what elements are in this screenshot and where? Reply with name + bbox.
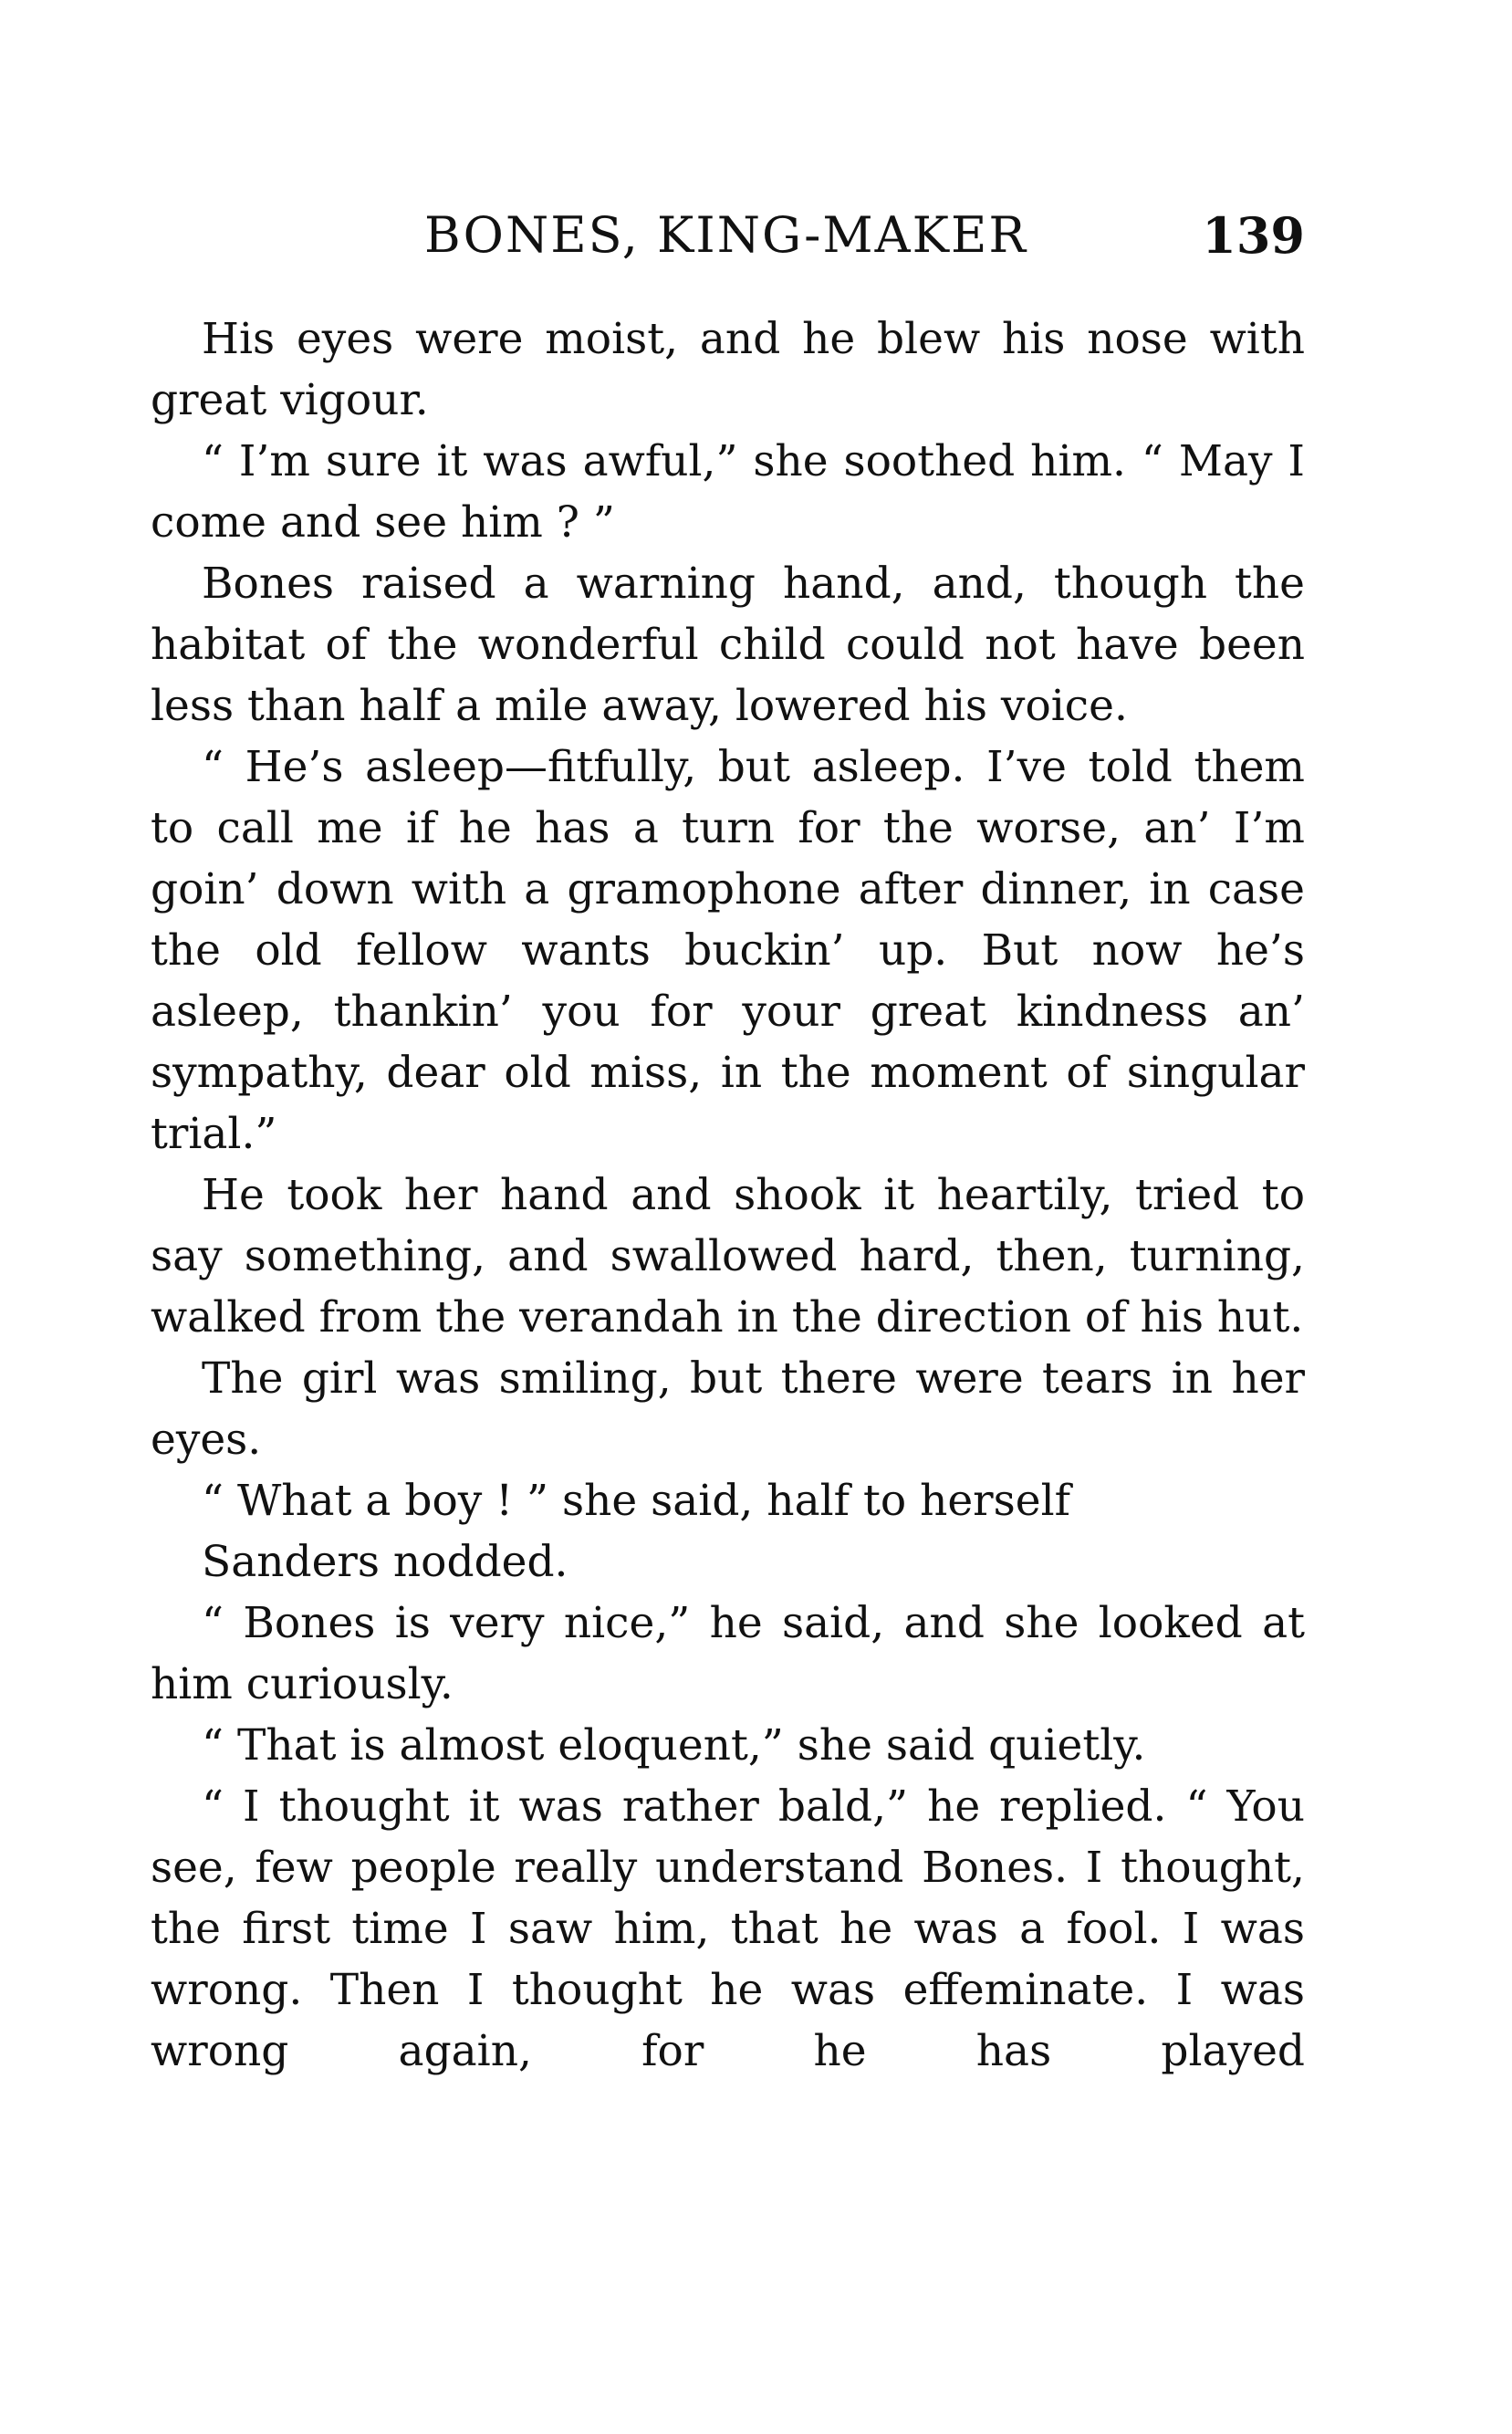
- paragraph: “ Bones is very nice,” he said, and she looked at him curiously.: [151, 1598, 1305, 1709]
- paragraph: “ I thought it was rather bald,” he replied. “ You see, few people really understand Bones. I thought, the first time I saw him, that he was a fool. I was wrong. Then I thought he was effeminate. I was wrong again, for he has played: [151, 1781, 1305, 2076]
- page-header: [151, 204, 1305, 267]
- paragraph: He took her hand and shook it heartily, tried to say something, and swallowed hard, then, turning, walked from the verandah in the direction of his hut.: [151, 1170, 1305, 1342]
- paragraph: The girl was smiling, but there were tears in her eyes.: [151, 1353, 1305, 1465]
- body-text: [151, 308, 1305, 2082]
- paragraph: Bones raised a warning hand, and, though the habitat of the wonderful child could not have been less than half a mile away, lowered his voice.: [151, 559, 1305, 731]
- paragraph: His eyes were moist, and he blew his nose with great vigour.: [151, 314, 1305, 425]
- paragraph: “ What a boy ! ” she said, half to herself: [202, 1476, 1071, 1526]
- paragraph: “ I’m sure it was awful,” she soothed him. “ May I come and see him ? ”: [151, 436, 1305, 548]
- page-number: 139: [1202, 206, 1305, 265]
- paragraph: Sanders nodded.: [202, 1537, 568, 1587]
- paragraph: “ He’s asleep—fitfully, but asleep. I’ve told them to call me if he has a turn for the worse, an’ I’m goin’ down with a gramophone after dinner, in case the old fellow wants buckin’ up. But now he’s asleep, thankin’ you for your great kindness an’ sympathy, dear old miss, in the moment of singular trial.”: [151, 742, 1305, 1159]
- paragraph: “ That is almost eloquent,” she said quietly.: [202, 1720, 1146, 1771]
- running-title: BONES, KING-MAKER: [424, 206, 1028, 264]
